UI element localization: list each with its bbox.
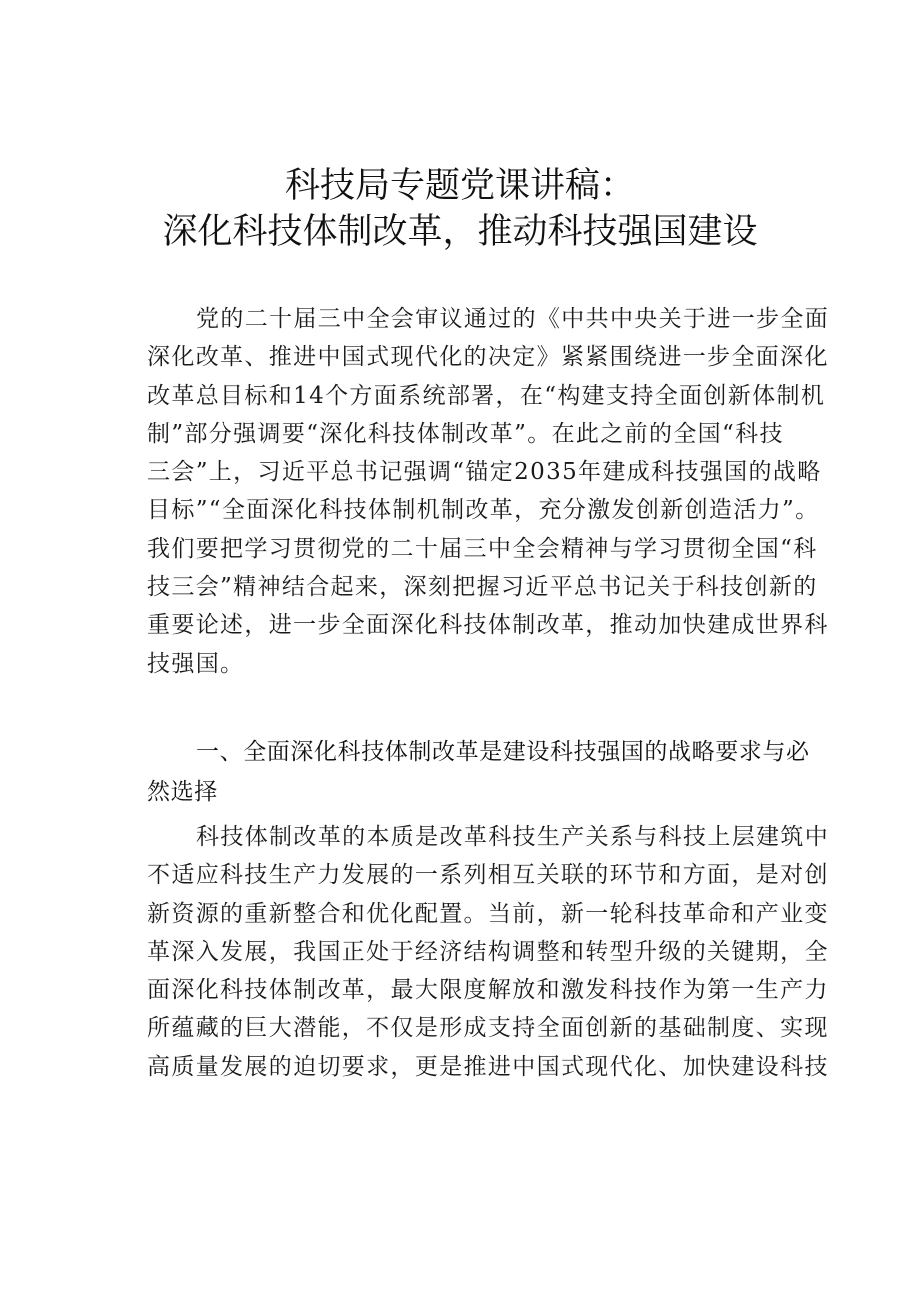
heading-line: 一、全面深化科技体制改革是建设科技强国的战略要求与必 [196, 739, 810, 765]
paragraph-line: 高质量发展的迫切要求，更是推进中国式现代化、加快建设科技 [147, 1053, 829, 1080]
paragraph-line: 技三会”精神结合起来，深刻把握习近平总书记关于科技创新的 [147, 574, 818, 601]
paragraph-line: 目标”“全面深化科技体制机制改革，充分激发创新创造活力”。 [147, 497, 820, 524]
paragraph-line: 我们要把学习贯彻党的二十届三中全会精神与学习贯彻全国“科 [147, 535, 818, 562]
paragraph-line: 制”部分强调要“深化科技体制改革”。在此之前的全国“科技 [147, 420, 784, 447]
paragraph-line: 技强国。 [147, 650, 245, 677]
paragraph-line: 面深化科技体制改革，最大限度解放和激发科技作为第一生产力 [147, 977, 829, 1004]
document-title-line-2: 深化科技体制改革，推动科技强国建设 [162, 212, 758, 252]
section-1-paragraph [147, 818, 830, 1086]
paragraph-line: 党的二十届三中全会审议通过的《中共中央关于进一步全面 [196, 306, 830, 332]
paragraph-line: 重要论述，进一步全面深化科技体制改革，推动加快建成世界科 [147, 612, 829, 639]
intro-paragraph [147, 300, 830, 683]
paragraph-line: 所蕴藏的巨大潜能，不仅是形成支持全面创新的基础制度、实现 [147, 1015, 829, 1042]
paragraph-line: 新资源的重新整合和优化配置。当前，新一轮科技革命和产业变 [147, 900, 829, 927]
paragraph-line: 三会”上，习近平总书记强调“锚定2035年建成科技强国的战略 [147, 459, 822, 486]
paragraph-line: 深化改革、推进中国式现代化的决定》紧紧围绕进一步全面深化 [147, 344, 829, 371]
section-heading-1 [147, 732, 810, 812]
paragraph-line: 不适应科技生产力发展的一系列相互关联的环节和方面，是对创 [147, 862, 829, 889]
paragraph-line: 科技体制改革的本质是改革科技生产关系与科技上层建筑中 [196, 824, 830, 850]
paragraph-line: 改革总目标和14个方面系统部署，在“构建支持全面创新体制机 [147, 382, 826, 409]
document-title-line-1: 科技局专题党课讲稿： [284, 166, 635, 206]
paragraph-line: 革深入发展，我国正处于经济结构调整和转型升级的关键期，全 [147, 938, 829, 965]
heading-line: 然选择 [147, 779, 218, 805]
